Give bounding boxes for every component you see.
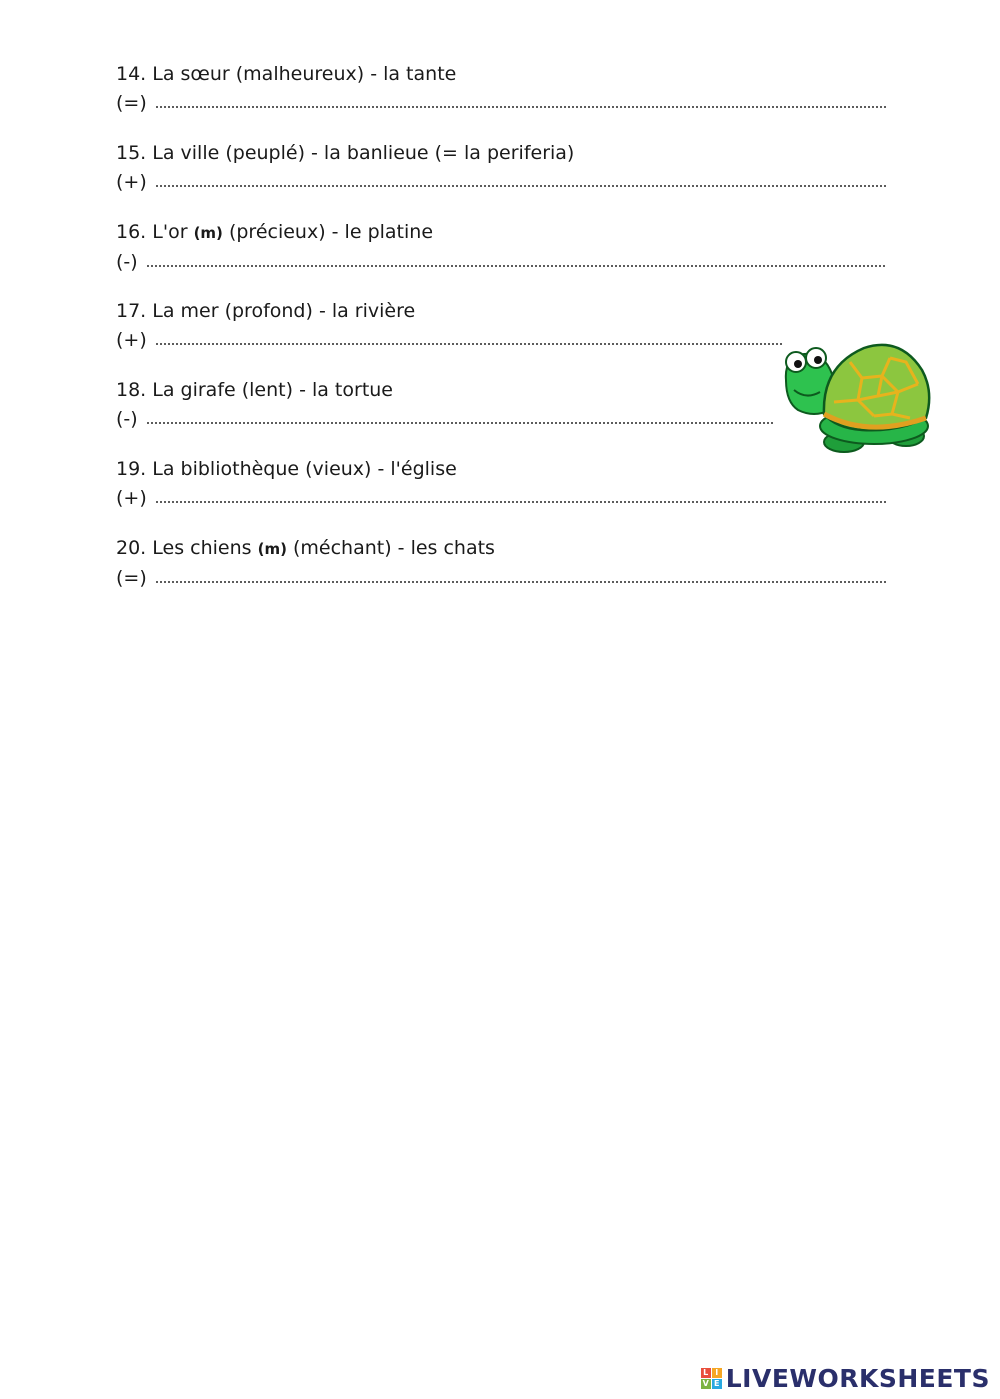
answer-line — [116, 565, 886, 591]
badge-letter: V — [702, 1378, 709, 1388]
exercise-number: 14. — [116, 63, 147, 85]
exercise-15 — [116, 141, 886, 195]
exercise-prompt — [116, 378, 886, 402]
exercise-prompt — [116, 536, 886, 561]
gender-marker: (m) — [257, 540, 287, 558]
answer-field[interactable] — [155, 105, 886, 109]
badge-letter: I — [712, 1368, 722, 1378]
exercise-14 — [116, 62, 886, 116]
exercise-text: La sœur (malheureux) - la tante — [152, 63, 457, 85]
exercise-text-after: (méchant) - les chats — [292, 537, 495, 559]
turtle-icon — [778, 318, 934, 462]
badge-letter: L — [701, 1368, 711, 1378]
exercise-prompt — [116, 62, 886, 86]
answer-line — [116, 90, 886, 116]
comparison-sign: (+) — [116, 487, 147, 509]
answer-line — [116, 406, 886, 432]
comparison-sign: (=) — [116, 567, 147, 589]
answer-line — [116, 327, 886, 353]
comparison-sign: (+) — [116, 329, 147, 351]
comparison-sign: (-) — [116, 408, 138, 430]
logo-badge-icon — [701, 1368, 722, 1389]
answer-field[interactable] — [146, 421, 774, 425]
gender-marker: (m) — [193, 224, 223, 242]
liveworksheets-logo — [701, 1363, 990, 1393]
exercise-number: 18. — [116, 379, 147, 401]
comparison-sign: (+) — [116, 171, 147, 193]
answer-line — [116, 485, 886, 511]
exercise-number: 16. — [116, 221, 147, 243]
badge-letter: E — [712, 1379, 722, 1389]
exercise-text: La mer (profond) - la rivière — [152, 300, 416, 322]
exercise-text: La bibliothèque (vieux) - l'église — [152, 458, 457, 480]
exercise-16 — [116, 220, 886, 275]
answer-field[interactable] — [146, 264, 886, 268]
answer-field[interactable] — [155, 500, 886, 504]
exercise-number: 20. — [116, 537, 147, 559]
exercise-19 — [116, 457, 886, 511]
exercise-text-after: (précieux) - le platine — [228, 221, 434, 243]
exercise-number: 19. — [116, 458, 147, 480]
comparison-sign: (-) — [116, 251, 138, 273]
exercise-17 — [116, 299, 886, 353]
logo-text: LIVEWORKSHEETS — [725, 1363, 990, 1393]
exercise-prompt — [116, 220, 886, 245]
answer-field[interactable] — [155, 342, 783, 346]
exercise-18 — [116, 378, 886, 432]
exercise-text-before: L'or — [152, 221, 188, 243]
answer-field[interactable] — [155, 580, 886, 584]
answer-line — [116, 249, 886, 275]
exercise-number: 15. — [116, 142, 147, 164]
exercise-text: La girafe (lent) - la tortue — [152, 379, 393, 401]
exercise-prompt — [116, 299, 886, 323]
exercise-prompt — [116, 141, 886, 165]
exercise-20 — [116, 536, 886, 591]
answer-field[interactable] — [155, 184, 886, 188]
exercise-number: 17. — [116, 300, 147, 322]
answer-line — [116, 169, 886, 195]
exercise-text: La ville (peuplé) - la banlieue (= la periferia) — [152, 142, 575, 164]
comparison-sign: (=) — [116, 92, 147, 114]
exercise-text-before: Les chiens — [152, 537, 252, 559]
exercise-prompt — [116, 457, 886, 481]
